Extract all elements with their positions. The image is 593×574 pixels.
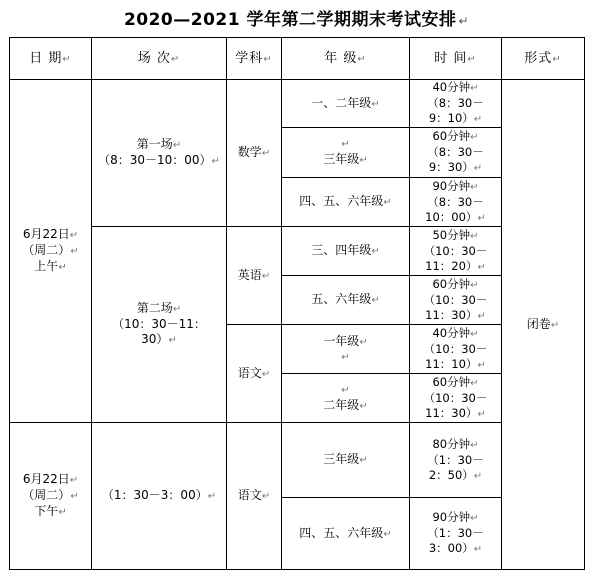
grade-cell: ↵ 三年级↵: [282, 128, 410, 178]
table-row: [10, 80, 585, 128]
date-afternoon: 6月22日↵ （周二）↵ 下午↵: [10, 423, 92, 570]
time-cell: 40分钟↵ （10：30－ 11：10）↵: [410, 325, 502, 374]
time-cell: 60分钟↵ （8：30－ 9：30）↵: [410, 128, 502, 178]
header-grade: 年 级↵: [282, 38, 410, 80]
session-first: 第一场↵ （8：30－10：00）↵: [92, 80, 227, 227]
grade-cell: 一年级↵ ↵: [282, 325, 410, 374]
paragraph-mark: ↵: [458, 14, 470, 28]
header-subject: 学科↵: [227, 38, 282, 80]
date-morning: 6月22日↵ （周二）↵ 上午↵: [10, 80, 92, 423]
time-cell: 90分钟↵ （1：30－ 3：00）↵: [410, 498, 502, 570]
document-title: 2020—2021 学年第二学期期末考试安排 ↵: [123, 10, 470, 30]
grade-cell: 四、五、六年级↵: [282, 178, 410, 227]
header-time: 时 间↵: [410, 38, 502, 80]
form-closed-book: 闭卷↵: [502, 80, 585, 570]
grade-cell: 四、五、六年级↵: [282, 498, 410, 570]
header-session: 场 次↵: [92, 38, 227, 80]
subject-chinese: 语文↵: [227, 325, 282, 423]
header-date: 日 期↵: [10, 38, 92, 80]
time-cell: 40分钟↵ （8：30－ 9：10）↵: [410, 80, 502, 128]
table-row: [10, 423, 585, 498]
subject-english: 英语↵: [227, 227, 282, 325]
time-cell: 50分钟↵ （10：30－ 11：20）↵: [410, 227, 502, 276]
table-row: [10, 227, 585, 276]
session-second: 第二场↵ （10：30－11： 30）↵: [92, 227, 227, 423]
time-cell: 60分钟↵ （10：30－ 11：30）↵: [410, 374, 502, 423]
time-cell: 60分钟↵ （10：30－ 11：30）↵: [410, 276, 502, 325]
exam-schedule-table: [9, 37, 585, 570]
grade-cell: ↵ 二年级↵: [282, 374, 410, 423]
time-cell: 80分钟↵ （1：30－ 2：50）↵: [410, 423, 502, 498]
grade-cell: 三、四年级↵: [282, 227, 410, 276]
subject-math: 数学↵: [227, 80, 282, 227]
header-form: 形式↵: [502, 38, 585, 80]
header-row: [10, 38, 585, 80]
grade-cell: 五、六年级↵: [282, 276, 410, 325]
subject-chinese-afternoon: 语文↵: [227, 423, 282, 570]
grade-cell: 一、二年级↵: [282, 80, 410, 128]
grade-cell: 三年级↵: [282, 423, 410, 498]
session-third: （1：30－3：00）↵: [92, 423, 227, 570]
time-cell: 90分钟↵ （8：30－ 10：00）↵: [410, 178, 502, 227]
